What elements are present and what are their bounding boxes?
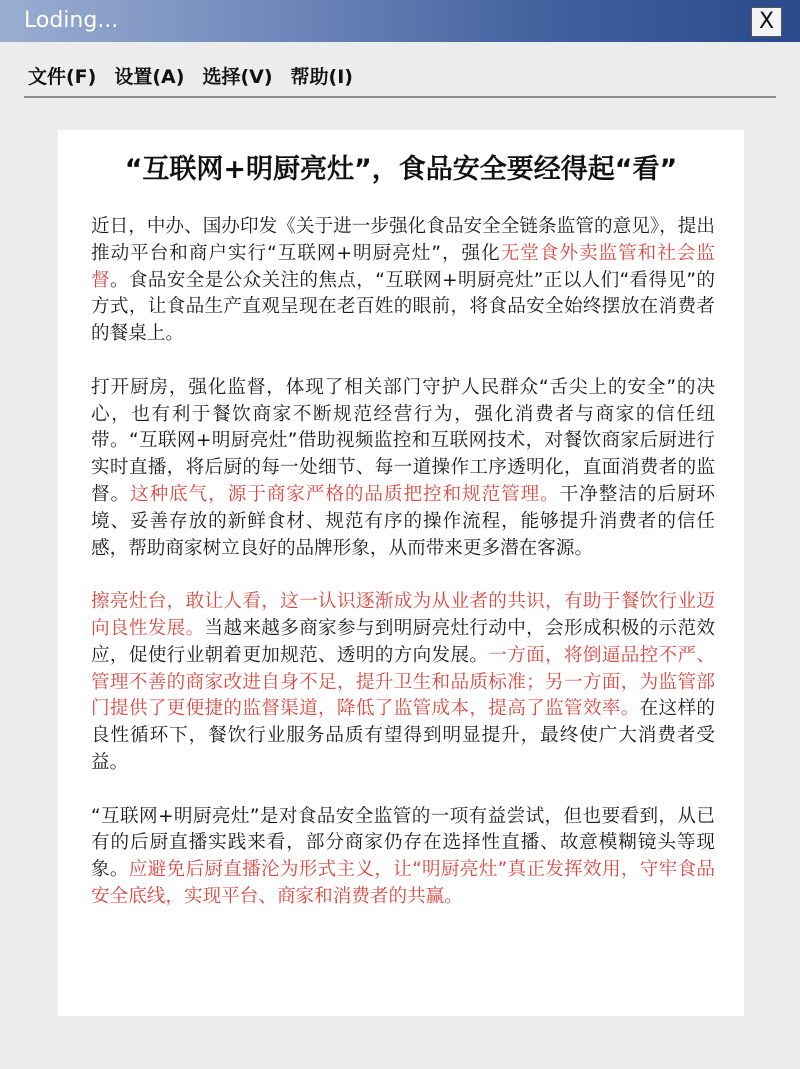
paragraph-text: 在这样的良性循环下，餐饮行业服务品质有望得到明显提升，最终使广大消费者受益。: [91, 698, 715, 773]
highlighted-text: 擦亮灶台，敢让人看，这一认识逐渐成为从业者的共识，有助于餐饮行业迈向良性发展。: [91, 591, 715, 639]
highlighted-text: 应避免后厨直播沦为形式主义，让“明厨亮灶”真正发挥效用，守牢食品安全底线，实现平台、商家和消费者的共赢。: [91, 859, 715, 907]
paragraph-text: 当越来越多商家参与到明厨亮灶行动中，会形成积极的示范效应，促使行业朝着更加规范、透明的方向发展。: [91, 617, 715, 666]
paragraph-text: “互联网+明厨亮灶”是对食品安全监管的一项有益尝试，但也要看到，从已有的后厨直播实践来看，部分商家仍存在选择性直播、故意模糊镜头等现象。: [91, 805, 715, 881]
highlighted-text: 一方面，将倒逼品控不严、管理不善的商家改进自身不足，提升卫生和品质标准；另一方面，为监管部门提供了更便捷的监督渠道，降低了监管成本，提高了监管效率。: [91, 644, 715, 720]
paragraph-text: 打开厨房，强化监督，体现了相关部门守护人民群众“舌尖上的安全”的决心，也有利于餐饮商家不断规范经营行为，强化消费者与商家的信任纽带。“互联网+明厨亮灶”借助视频监控和互联网技术，对餐饮商家后厨进行实时直播，将后厨的每一处细节、每一道操作工序透明化，直面消费者的监督。: [91, 376, 715, 505]
title-bar[interactable]: [0, 0, 800, 42]
article-paragraph-2: [91, 375, 715, 563]
menu-file[interactable]: 文件(F): [28, 66, 97, 88]
paragraph-text: 近日，中办、国办印发《关于进一步强化食品安全全链条监管的意见》，提出推动平台和商户实行“互联网+明厨亮灶”，强化: [91, 216, 715, 264]
article-paragraph-4: [91, 804, 715, 911]
close-icon: X: [758, 9, 775, 34]
highlighted-text: 无堂食外卖监管和社会监督: [91, 242, 715, 291]
article-paragraph-1: [91, 214, 715, 348]
paragraph-text: 。食品安全是公众关注的焦点，“互联网+明厨亮灶”正以人们“看得见”的方式，让食品生产直观呈现在老百姓的眼前，将食品安全始终摆放在消费者的餐桌上。: [91, 269, 715, 345]
paragraph-text: 干净整洁的后厨环境、妥善存放的新鲜食材、规范有序的操作流程，能够提升消费者的信任感，帮助商家树立良好的品牌形象，从而带来更多潜在客源。: [91, 483, 715, 559]
document-panel: [58, 130, 744, 1016]
highlighted-text: 这种底气，源于商家严格的品质把控和规范管理。: [130, 483, 560, 505]
article-body: [91, 214, 715, 938]
window-title: Loding...: [24, 8, 119, 33]
menu-settings[interactable]: 设置(A): [114, 66, 185, 88]
close-button[interactable]: [751, 7, 782, 37]
article-title: “互联网+明厨亮灶”，食品安全要经得起“看”: [124, 154, 678, 185]
menu-select[interactable]: 选择(V): [202, 66, 273, 88]
menu-bar: [24, 60, 776, 98]
menu-help[interactable]: 帮助(I): [290, 66, 353, 88]
article-paragraph-3: [91, 589, 715, 777]
